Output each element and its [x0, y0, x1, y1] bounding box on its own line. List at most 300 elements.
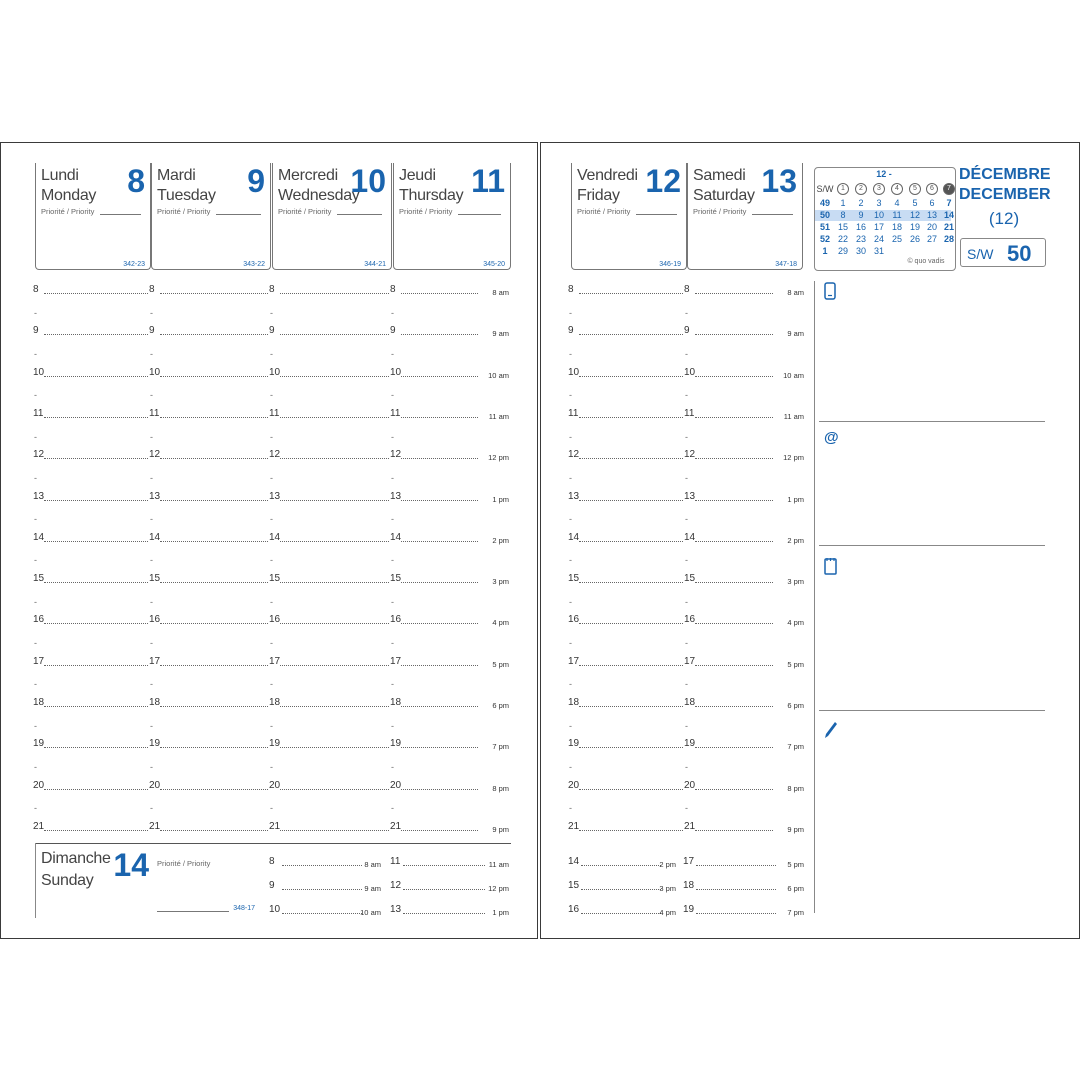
calendar-day: 2: [858, 198, 864, 208]
half-hour-mark: -: [270, 803, 273, 814]
day-name-en: Thursday: [399, 187, 464, 204]
hour-label: 15: [568, 880, 580, 891]
half-hour-mark: -: [34, 390, 37, 401]
calendar-day: 5: [912, 198, 918, 208]
sunday-top-rule: [35, 843, 511, 844]
calendar-day: 30: [855, 246, 866, 256]
hour-label: 17: [269, 655, 281, 667]
hour-label: 16: [390, 614, 402, 626]
half-hour-mark: -: [34, 638, 37, 649]
hour-label: 12: [390, 449, 402, 461]
hour-label: 11: [568, 407, 579, 419]
calendar-day: 21: [943, 222, 954, 232]
calendar-day: 8: [840, 210, 846, 220]
hour-line: [401, 789, 478, 790]
calendar-day: 15: [837, 222, 848, 232]
hour-label: 14: [269, 531, 281, 543]
day-of-year: 343-22: [243, 261, 265, 268]
hour-label: 9: [269, 325, 275, 337]
calendar-day: 9: [858, 210, 864, 220]
month-name-fr: DÉCEMBRE: [959, 166, 1051, 183]
hour-line: [160, 582, 268, 583]
half-hour-mark: -: [685, 761, 688, 772]
hour-line: [696, 913, 776, 914]
hour-line: [695, 830, 773, 831]
hour-line: [401, 665, 478, 666]
hour-label: 18: [390, 697, 402, 708]
hour-line: [401, 830, 478, 831]
hour-label: 17: [149, 655, 161, 667]
half-hour-mark: -: [569, 307, 572, 318]
notes-separator: [819, 421, 1045, 422]
day-of-year: 344-21: [364, 261, 386, 268]
hour-line: [695, 376, 773, 377]
weekday-head: 5: [909, 183, 921, 195]
hour-label: 19: [33, 738, 45, 750]
hour-ampm: 12 pm: [488, 884, 509, 893]
half-hour-mark: -: [270, 555, 273, 566]
hour-line: [579, 334, 683, 335]
hour-line: [280, 458, 389, 459]
hour-label: 20: [149, 779, 161, 791]
day-name-en: Monday: [41, 187, 97, 204]
week-number: 52: [819, 234, 830, 244]
day-name-en: Wednesday: [278, 187, 360, 204]
half-hour-mark: -: [150, 596, 153, 607]
half-hour-mark: -: [391, 472, 394, 483]
hour-label: 10: [568, 366, 580, 378]
hour-label: 14: [568, 531, 580, 543]
hour-label: 12: [269, 449, 281, 461]
hour-line: [695, 541, 773, 542]
calendar-day: 12: [909, 210, 920, 220]
half-hour-mark: -: [685, 720, 688, 731]
hour-label: 8: [568, 284, 574, 295]
weekday-head: 7: [943, 183, 955, 195]
hour-line: [280, 293, 389, 294]
hour-line: [160, 417, 268, 418]
hour-ampm: 4 pm: [787, 618, 804, 628]
hour-line: [44, 500, 148, 501]
hour-line: [280, 582, 389, 583]
day-name-fr: Mercredi: [278, 167, 338, 184]
hour-label: 18: [269, 697, 281, 708]
hour-line: [280, 541, 389, 542]
hour-ampm: 6 pm: [787, 701, 804, 710]
hour-line: [401, 334, 478, 335]
weekday-head: 4: [891, 183, 903, 195]
hour-ampm: 12 pm: [783, 453, 804, 463]
hour-line: [160, 541, 268, 542]
day-of-year: 348-17: [233, 905, 255, 912]
hour-line: [44, 582, 148, 583]
hour-ampm: 9 am: [492, 329, 509, 339]
hour-label: 14: [149, 531, 161, 543]
hour-label: 16: [149, 614, 161, 626]
hour-line: [160, 623, 268, 624]
day-name-fr: Jeudi: [399, 167, 436, 184]
half-hour-mark: -: [270, 720, 273, 731]
half-hour-mark: -: [685, 596, 688, 607]
hour-line: [160, 747, 268, 748]
hour-label: 19: [269, 738, 281, 750]
hour-line: [695, 458, 773, 459]
hour-line: [696, 889, 776, 890]
sunday-name-en: Sunday: [41, 872, 94, 889]
hour-line: [579, 293, 683, 294]
weekday-head: 2: [855, 183, 867, 195]
half-hour-mark: -: [270, 761, 273, 772]
weekday-head: 1: [837, 183, 849, 195]
hour-line: [579, 623, 683, 624]
hour-label: 15: [390, 573, 402, 585]
calendar-day: 20: [926, 222, 937, 232]
hour-line: [280, 334, 389, 335]
hour-line: [280, 706, 389, 707]
hour-label: 18: [568, 697, 580, 708]
day-name-fr: Mardi: [157, 167, 196, 184]
left-page: [0, 142, 538, 939]
half-hour-mark: -: [150, 638, 153, 649]
hour-line: [160, 293, 268, 294]
hour-label: 9: [269, 880, 275, 891]
hour-line: [44, 789, 148, 790]
half-hour-mark: -: [150, 307, 153, 318]
priority-label: Priorité / Priority: [157, 859, 211, 868]
hour-line: [44, 376, 148, 377]
half-hour-mark: -: [569, 472, 572, 483]
hour-label: 21: [33, 820, 45, 832]
hour-label: 12: [568, 449, 580, 461]
hour-label: 19: [390, 738, 402, 750]
hour-ampm: 9 am: [787, 329, 804, 339]
half-hour-mark: -: [391, 803, 394, 814]
hour-line: [280, 789, 389, 790]
day-of-year: 346-19: [659, 261, 681, 268]
half-hour-mark: -: [391, 431, 394, 442]
half-hour-mark: -: [34, 555, 37, 566]
half-hour-mark: -: [150, 514, 153, 525]
hour-line: [401, 293, 478, 294]
hour-label: 21: [684, 820, 696, 832]
hour-ampm: 6 pm: [787, 884, 804, 893]
hour-label: 12: [684, 449, 696, 461]
hour-line: [695, 334, 773, 335]
half-hour-mark: -: [150, 555, 153, 566]
calendar-day: 28: [943, 234, 954, 244]
hour-label: 17: [33, 655, 45, 667]
hour-ampm: 1 pm: [787, 494, 804, 504]
hour-label: 14: [33, 531, 45, 543]
week-number: 50: [819, 210, 830, 220]
half-hour-mark: -: [569, 761, 572, 772]
hour-ampm: 8 pm: [492, 783, 509, 793]
hour-line: [579, 500, 683, 501]
sunday-name-fr: Dimanche: [41, 850, 111, 867]
hour-label: 8: [33, 284, 39, 295]
hour-line: [579, 830, 683, 831]
hour-ampm: 11 am: [488, 860, 509, 869]
hour-label: 20: [269, 779, 281, 791]
hour-line: [401, 500, 478, 501]
hour-label: 15: [568, 573, 580, 585]
half-hour-mark: -: [685, 555, 688, 566]
half-hour-mark: -: [270, 348, 273, 359]
hour-label: 16: [568, 614, 580, 626]
hour-ampm: 4 pm: [659, 908, 676, 917]
hour-label: 15: [149, 573, 161, 585]
hour-line: [280, 665, 389, 666]
half-hour-mark: -: [150, 720, 153, 731]
calendar-day: 26: [909, 234, 920, 244]
hour-label: 11: [33, 407, 44, 419]
hour-label: 11: [149, 407, 160, 419]
hour-label: 13: [684, 490, 696, 502]
hour-label: 21: [390, 820, 402, 832]
half-hour-mark: -: [569, 679, 572, 690]
day-number: 10: [350, 163, 386, 199]
day-name-en: Saturday: [693, 187, 755, 204]
calendar-day: 17: [873, 222, 884, 232]
half-hour-mark: -: [270, 472, 273, 483]
hour-ampm: 3 pm: [787, 577, 804, 587]
hour-label: 8: [269, 284, 275, 295]
hour-ampm: 8 am: [787, 288, 804, 297]
half-hour-mark: -: [150, 431, 153, 442]
hour-line: [160, 376, 268, 377]
hour-line: [280, 830, 389, 831]
half-hour-mark: -: [270, 596, 273, 607]
half-hour-mark: -: [391, 720, 394, 731]
hour-ampm: 3 pm: [492, 577, 509, 587]
hour-ampm: 7 pm: [787, 908, 804, 917]
hour-label: 19: [568, 738, 580, 750]
hour-ampm: 3 pm: [659, 884, 676, 893]
half-hour-mark: -: [34, 803, 37, 814]
half-hour-mark: -: [150, 803, 153, 814]
hour-ampm: 2 pm: [659, 860, 676, 869]
hour-line: [280, 417, 389, 418]
half-hour-mark: -: [270, 638, 273, 649]
notepad-icon: [824, 557, 837, 575]
day-name-en: Tuesday: [157, 187, 216, 204]
hour-ampm: 8 pm: [787, 783, 804, 793]
day-number: 13: [761, 163, 797, 199]
hour-ampm: 5 pm: [787, 860, 804, 869]
priority-label: Priorité / Priority: [41, 207, 95, 216]
day-of-year: 342-23: [123, 261, 145, 268]
priority-label: Priorité / Priority: [693, 207, 747, 216]
hour-line: [280, 623, 389, 624]
half-hour-mark: -: [391, 679, 394, 690]
calendar-day: 3: [876, 198, 882, 208]
half-hour-mark: -: [270, 431, 273, 442]
hour-label: 12: [390, 880, 402, 891]
half-hour-mark: -: [34, 431, 37, 442]
priority-line: [337, 214, 382, 215]
half-hour-mark: -: [391, 761, 394, 772]
hour-line: [401, 623, 478, 624]
hour-line: [44, 623, 148, 624]
hour-line: [695, 293, 773, 294]
hour-line: [44, 706, 148, 707]
half-hour-mark: -: [34, 514, 37, 525]
calendar-day: 16: [855, 222, 866, 232]
calendar-day: 6: [929, 198, 935, 208]
hour-line: [579, 789, 683, 790]
hour-line: [160, 665, 268, 666]
hour-label: 17: [390, 655, 402, 667]
hour-ampm: 4 pm: [492, 618, 509, 628]
priority-line: [636, 214, 677, 215]
sunday-left-rule: [35, 843, 36, 918]
hour-line: [401, 458, 478, 459]
half-hour-mark: -: [391, 596, 394, 607]
priority-line: [458, 214, 501, 215]
hour-label: 15: [269, 573, 281, 585]
calendar-day: 7: [946, 198, 952, 208]
half-hour-mark: -: [685, 348, 688, 359]
half-hour-mark: -: [391, 555, 394, 566]
calendar-day: 18: [891, 222, 902, 232]
hour-line: [160, 334, 268, 335]
mini-calendar-title: 12 -: [876, 169, 892, 179]
hour-line: [696, 865, 776, 866]
half-hour-mark: -: [34, 761, 37, 772]
hour-label: 11: [269, 407, 280, 419]
half-hour-mark: -: [150, 472, 153, 483]
half-hour-mark: -: [569, 720, 572, 731]
half-hour-mark: -: [391, 638, 394, 649]
hour-ampm: 7 pm: [492, 742, 509, 752]
hour-line: [160, 458, 268, 459]
hour-label: 17: [568, 655, 580, 667]
hour-label: 13: [149, 490, 161, 502]
half-hour-mark: -: [270, 514, 273, 525]
day-number: 11: [471, 163, 505, 199]
hour-label: 20: [390, 779, 402, 791]
half-hour-mark: -: [569, 638, 572, 649]
week-number: 51: [819, 222, 830, 232]
hour-label: 15: [33, 573, 45, 585]
hour-line: [160, 830, 268, 831]
hour-label: 18: [149, 697, 161, 708]
half-hour-mark: -: [685, 638, 688, 649]
day-number: 9: [247, 163, 265, 199]
sw-label: S/W: [816, 184, 834, 194]
day-name-fr: Samedi: [693, 167, 746, 184]
half-hour-mark: -: [34, 348, 37, 359]
hour-ampm: 10 am: [488, 370, 509, 380]
brand-label: © quo vadis: [907, 258, 945, 265]
hour-line: [695, 417, 773, 418]
hour-label: 8: [149, 284, 155, 295]
hour-ampm: 7 pm: [787, 742, 804, 752]
hour-line: [280, 747, 389, 748]
day-name-fr: Vendredi: [577, 167, 638, 184]
hour-label: 9: [390, 325, 396, 337]
priority-line: [216, 214, 261, 215]
half-hour-mark: -: [34, 679, 37, 690]
hour-line: [44, 541, 148, 542]
hour-ampm: 11 am: [783, 411, 804, 421]
priority-line: [752, 214, 793, 215]
hour-line: [401, 376, 478, 377]
calendar-day: 22: [837, 234, 848, 244]
hour-label: 9: [684, 325, 690, 337]
hour-line: [695, 665, 773, 666]
hour-ampm: 9 pm: [787, 824, 804, 834]
hour-label: 14: [390, 531, 402, 543]
hour-label: 16: [568, 904, 580, 915]
hour-label: 17: [684, 655, 696, 667]
week-label: S/W: [967, 246, 994, 262]
phone-icon: [824, 282, 836, 300]
hour-label: 13: [269, 490, 281, 502]
priority-label: Priorité / Priority: [577, 207, 631, 216]
hour-label: 11: [684, 407, 695, 419]
calendar-day: 27: [926, 234, 937, 244]
hour-label: 9: [149, 325, 155, 337]
hour-line: [579, 417, 683, 418]
half-hour-mark: -: [391, 514, 394, 525]
hour-label: 13: [390, 490, 402, 502]
hour-ampm: 1 pm: [492, 908, 509, 917]
hour-line: [44, 417, 148, 418]
half-hour-mark: -: [150, 390, 153, 401]
hour-ampm: 8 am: [492, 288, 509, 297]
day-name-en: Friday: [577, 187, 620, 204]
hour-line: [160, 789, 268, 790]
hour-line: [44, 830, 148, 831]
hour-ampm: 2 pm: [787, 535, 804, 545]
hour-line: [280, 500, 389, 501]
hour-ampm: 11 am: [488, 411, 509, 421]
hour-line: [401, 706, 478, 707]
day-of-year: 347-18: [775, 261, 797, 268]
priority-label: Priorité / Priority: [278, 207, 332, 216]
hour-line: [401, 541, 478, 542]
hour-line: [401, 747, 478, 748]
hour-label: 13: [390, 904, 402, 915]
calendar-day: 11: [892, 210, 902, 220]
hour-line: [695, 500, 773, 501]
hour-label: 10: [269, 366, 281, 378]
hour-label: 20: [684, 779, 696, 791]
hour-ampm: 5 pm: [492, 659, 509, 669]
hour-line: [579, 665, 683, 666]
half-hour-mark: -: [391, 390, 394, 401]
hour-line: [695, 623, 773, 624]
half-hour-mark: -: [569, 555, 572, 566]
hour-ampm: 2 pm: [492, 535, 509, 545]
hour-label: 14: [684, 531, 696, 543]
hour-ampm: 9 pm: [492, 824, 509, 834]
hour-line: [579, 376, 683, 377]
half-hour-mark: -: [569, 348, 572, 359]
hour-ampm: 12 pm: [488, 453, 509, 463]
priority-line: [100, 214, 141, 215]
notes-divider: [814, 281, 815, 913]
hour-line: [579, 582, 683, 583]
half-hour-mark: -: [270, 679, 273, 690]
hour-label: 10: [149, 366, 161, 378]
half-hour-mark: -: [391, 348, 394, 359]
hour-line: [44, 665, 148, 666]
hour-ampm: 10 am: [360, 908, 381, 917]
half-hour-mark: -: [569, 514, 572, 525]
hour-label: 10: [33, 366, 45, 378]
